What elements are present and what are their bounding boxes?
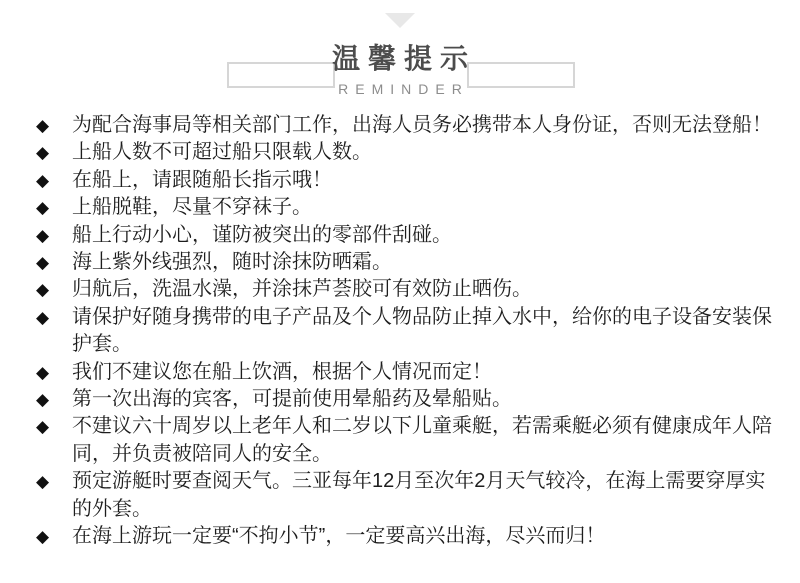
notice-list-item <box>36 167 777 194</box>
notice-text: 预定游艇时要查阅天气。三亚每年12月至次年2月天气较冷，在海上需要穿厚实的外套。 <box>72 470 766 520</box>
page-title: 温馨提示 <box>331 43 476 74</box>
diamond-bullet-icon: ◆ <box>36 116 50 135</box>
notice-list-item <box>36 359 777 386</box>
notice-list-item <box>36 276 777 303</box>
notice-text: 在船上，请跟随船长指示哦！ <box>72 168 332 191</box>
notice-text: 海上紫外线强烈，随时涂抹防晒霜。 <box>72 251 392 274</box>
notice-list-item <box>36 468 777 523</box>
notice-list-item <box>36 249 777 276</box>
notice-list-item <box>36 386 777 413</box>
diamond-bullet-icon: ◆ <box>36 225 50 245</box>
diamond-bullet-icon: ◆ <box>36 198 50 218</box>
diamond-bullet-icon: ◆ <box>36 170 50 190</box>
notice-text: 上船人数不可超过船只限载人数。 <box>72 141 372 164</box>
diamond-bullet-icon: ◆ <box>36 527 50 547</box>
notice-list-item <box>36 413 777 468</box>
notice-list-item <box>36 304 777 359</box>
notice-text: 第一次出海的宾客，可提前使用晕船药及晕船贴。 <box>72 388 512 411</box>
diamond-bullet-icon: ◆ <box>36 417 50 437</box>
notice-list-item <box>36 194 777 221</box>
notice-list <box>36 112 777 551</box>
notice-text: 归航后，洗温水澡，并涂抹芦荟胶可有效防止晒伤。 <box>72 278 532 301</box>
notice-text: 请保护好随身携带的电子产品及个人物品防止掉入水中，给你的电子设备安装保护套。 <box>72 305 772 356</box>
notice-list-item <box>36 222 777 249</box>
notice-text: 不建议六十周岁以上老年人和二岁以下儿童乘艇，若需乘艇必须有健康成年人陪同，并负责被陪同人的安全。 <box>72 415 772 465</box>
diamond-bullet-icon: ◆ <box>36 280 50 300</box>
notice-list-item <box>36 112 777 139</box>
diamond-bullet-icon: ◆ <box>36 362 50 382</box>
notice-text: 为配合海事局等相关部门工作，出海人员务必携带本人身份证，否则无法登船！ <box>72 114 772 136</box>
notice-text: 我们不建议您在船上饮酒，根据个人情况而定！ <box>72 360 492 383</box>
notice-list-item <box>36 139 777 166</box>
notice-text: 在海上游玩一定要“不拘小节”，一定要高兴出海，尽兴而归！ <box>72 525 606 548</box>
diamond-bullet-icon: ◆ <box>36 390 50 410</box>
notice-text: 上船脱鞋，尽量不穿袜子。 <box>72 196 312 219</box>
diamond-bullet-icon: ◆ <box>36 307 50 327</box>
diamond-bullet-icon: ◆ <box>36 253 50 273</box>
page-header <box>0 0 800 104</box>
diamond-bullet-icon: ◆ <box>36 143 50 163</box>
page-subtitle: REMINDER <box>338 81 469 97</box>
diamond-bullet-icon: ◆ <box>36 472 50 492</box>
notice-list-item <box>36 523 777 550</box>
notice-text: 船上行动小心，谨防被突出的零部件刮碰。 <box>72 223 452 246</box>
